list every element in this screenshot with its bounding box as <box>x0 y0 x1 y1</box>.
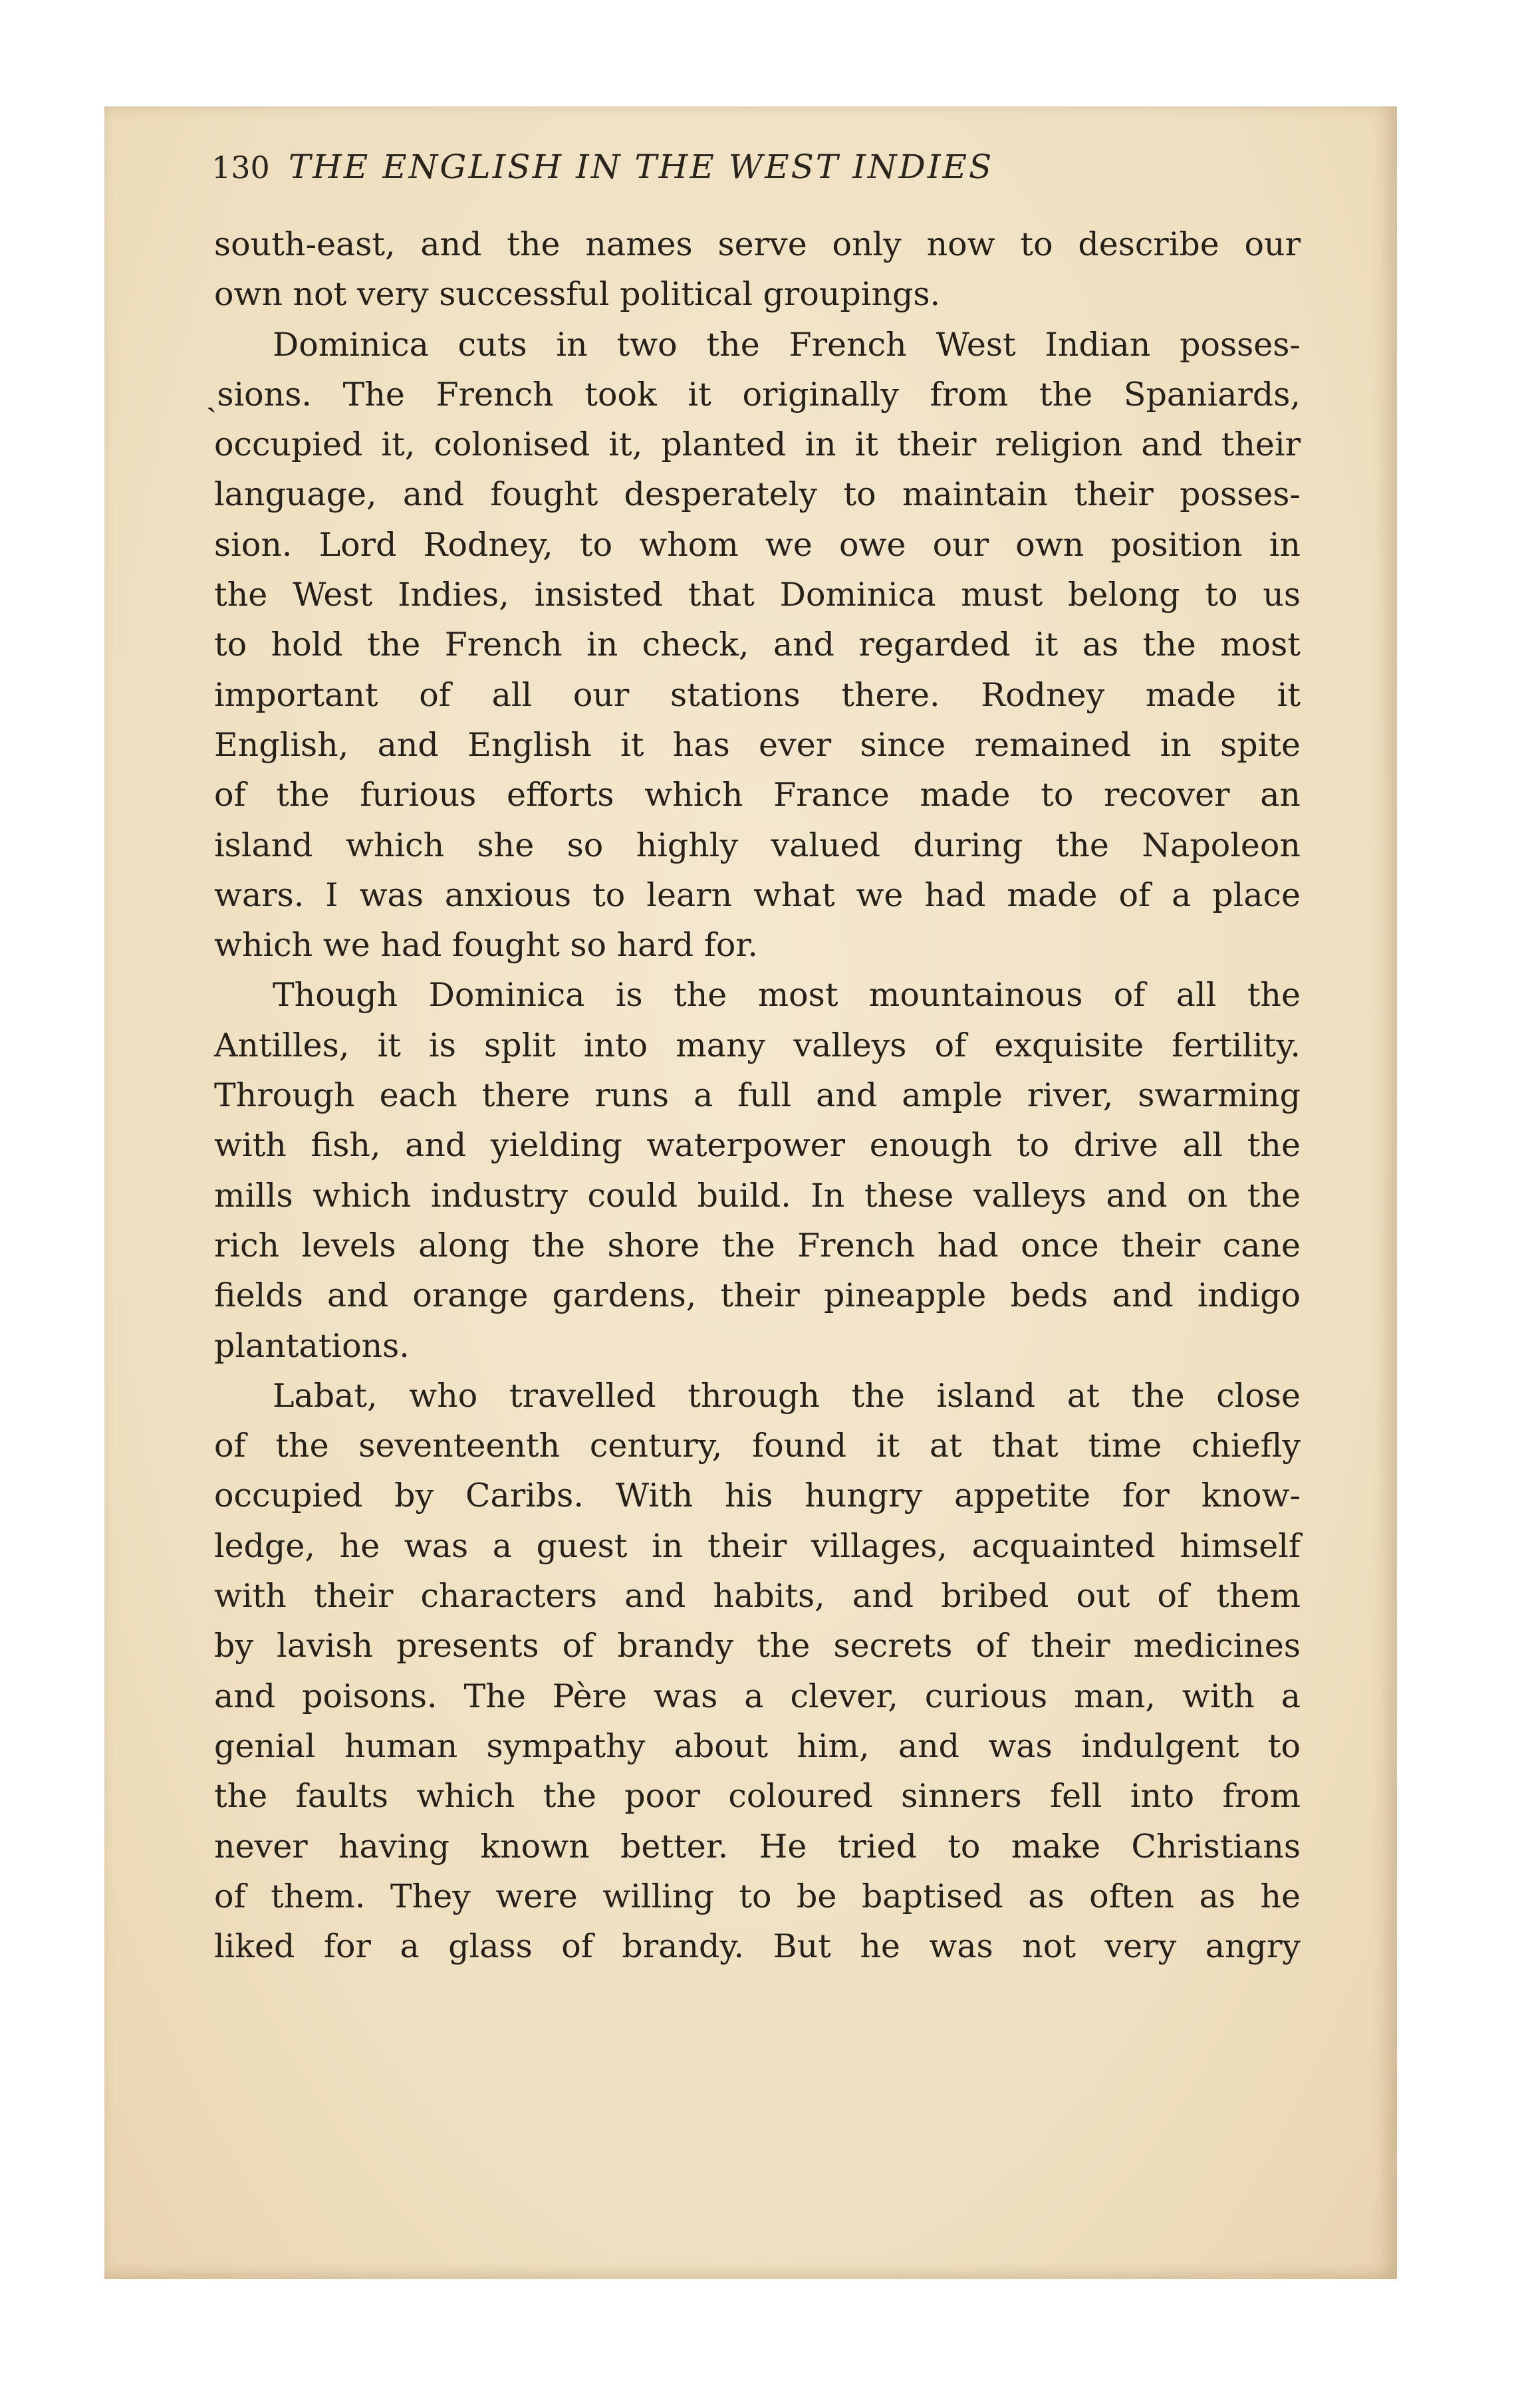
text-line: rich levels along the shore the French had once their cane <box>214 1226 1301 1264</box>
text-line: the West Indies, insisted that Dominica must belong to us <box>214 576 1301 614</box>
text-line: genial human sympathy about him, and was indulgent to <box>214 1727 1301 1765</box>
running-head <box>211 148 1209 207</box>
text-line: island which she so highly valued during the Napoleon <box>214 826 1301 864</box>
text-line: plantations. <box>214 1326 410 1365</box>
text-line: Though Dominica is the most mountainous of all the <box>273 976 1301 1015</box>
text-line: liked for a glass of brandy. But he was not very angry <box>214 1927 1301 1966</box>
text-line: with their characters and habits, and bribed out of them <box>214 1577 1301 1616</box>
text-line: sion. Lord Rodney, to whom we owe our own position in <box>214 525 1301 564</box>
text-line: the faults which the poor coloured sinners fell into from <box>214 1777 1301 1816</box>
text-line: occupied it, colonised it, planted in it their religion and their <box>214 425 1301 464</box>
text-line: wars. I was anxious to learn what we had made of a place <box>214 876 1301 914</box>
text-line: to hold the French in check, and regarded it as the most <box>214 626 1301 664</box>
text-line: ledge, he was a guest in their villages, acquainted himself <box>214 1526 1301 1565</box>
body-text <box>206 219 1301 2114</box>
text-line: south-east, and the names serve only now to describe our <box>214 225 1301 263</box>
text-line: which we had fought so hard for. <box>214 926 758 965</box>
text-line: Through each there runs a full and ample river, swarming <box>214 1076 1301 1115</box>
text-line: Dominica cuts in two the French West Indian posses- <box>273 325 1301 364</box>
text-line: of them. They were willing to be baptised as often as he <box>214 1877 1301 1915</box>
text-line: of the seventeenth century, found it at that time chiefly <box>214 1427 1301 1465</box>
text-line: important of all our stations there. Rodney made it <box>214 675 1301 714</box>
page-number: 130 <box>211 150 270 185</box>
text-line: of the furious efforts which France made to recover an <box>214 776 1301 814</box>
text-line: Antilles, it is split into many valleys of exquisite fertility. <box>214 1026 1301 1064</box>
text-line: English, and English it has ever since remained in spite <box>214 725 1301 764</box>
text-line: Labat, who travelled through the island at the close <box>273 1376 1301 1415</box>
text-line: language, and fought desperately to maintain their posses- <box>214 475 1301 514</box>
text-line: never having known better. He tried to make Christians <box>214 1827 1301 1866</box>
text-line: mills which industry could build. In these valleys and on the <box>214 1176 1301 1215</box>
text-line: own not very successful political groupings. <box>214 275 941 314</box>
text-line: ˎsions. The French took it originally from the Spaniards, <box>206 375 1301 414</box>
text-line: and poisons. The Père was a clever, curious man, with a <box>214 1677 1301 1715</box>
text-line: occupied by Caribs. With his hungry appetite for know- <box>214 1477 1301 1515</box>
text-line: with fish, and yielding waterpower enough to drive all the <box>214 1126 1301 1165</box>
running-head-title: THE ENGLISH IN THE WEST INDIES <box>288 148 994 186</box>
text-line: fields and orange gardens, their pineapple beds and indigo <box>214 1276 1301 1315</box>
text-line: by lavish presents of brandy the secrets of their medicines <box>214 1627 1301 1665</box>
